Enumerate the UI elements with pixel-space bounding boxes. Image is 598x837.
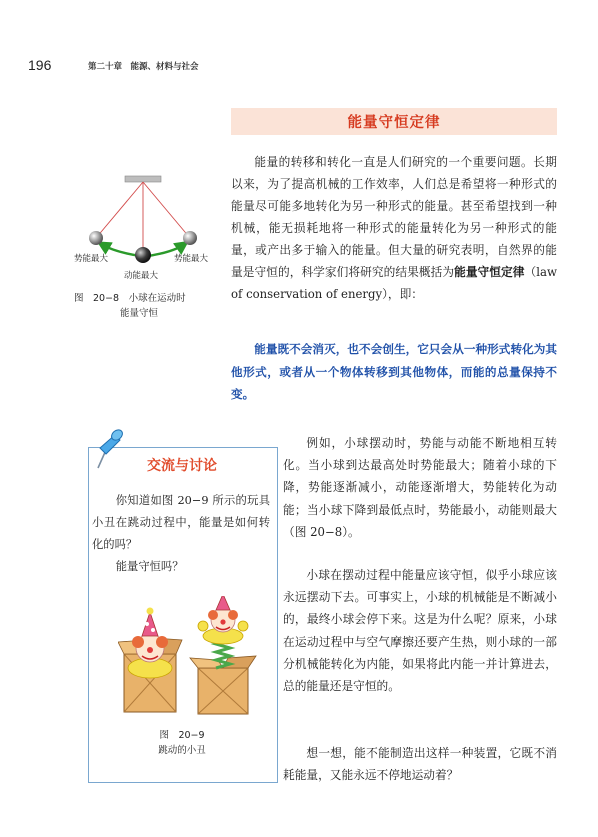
chapter-title: 第二十章 能源、材料与社会 [88,62,199,72]
paragraph-intro-tail: （law of conservation of energy），即： [231,265,557,301]
pendulum-figure [70,170,220,290]
jumping-clown-illustration [118,596,258,718]
keyword-energy-conservation: 能量守恒定律 [454,265,525,279]
clown-box-right [190,596,256,714]
discussion-text [92,490,270,578]
ball-bottom [135,247,151,263]
label-left: 势能最大 [74,254,109,264]
paragraph-pendulum-example: 例如，小球摆动时，势能与动能不断地相互转化。当小球到达最高处时势能最大；随着小球的下降，势能逐渐减小，动能逐渐增大，势能转化为动能；当小球下降到最低点时，势能最小，动能则最大（图 20−8）。 [283,436,557,539]
paragraph-intro-text: 能量的转移和转化一直是人们研究的一个重要问题。长期以来，为了提高机械的工作效率，人们总是希望将一种形式的能量尽可能多地转化为另一种形式的能量。甚至希望找到一种机械，能无损耗地将一种形式的能量转化为另一种形式的能量，或产出多于输入的能量。但大量的研究表明，自然界的能量是守恒的，科学家们将研究的结果概括为 [231,155,557,279]
paragraph-intro [231,151,557,305]
figure-20-8-caption [74,291,234,321]
label-right: 势能最大 [174,254,209,264]
caption-line2: 能量守恒 [120,308,159,319]
clown-box-left [118,608,182,713]
pendulum-support [125,176,161,182]
figure-20-9-caption [88,728,276,758]
paragraph-perpetual-motion-question: 想一想，能不能制造出这样一种装置，它既不消耗能量，又能永远不停地运动着？ [283,746,557,783]
page-number: 196 [28,57,52,73]
discussion-title: 交流与讨论 [147,458,217,474]
caption-line1: 图 20−9 [159,730,205,741]
discussion-question-2: 能量守恒吗？ [115,560,184,573]
ball-right [183,231,197,245]
swing-arrow-left [103,245,140,256]
caption-line1: 图 20−8 小球在运动时 [74,293,186,304]
label-bottom: 动能最大 [124,271,159,281]
section-title-band [231,108,557,135]
discussion-question-1: 你知道如图 20−9 所示的玩具小丑在跳动过程中，能量是如何转化的吗？ [92,494,270,551]
law-statement: 能量既不会消灭，也不会创生，它只会从一种形式转化为其他形式，或者从一个物体转移到其他物体，而能的总量保持不变。 [231,342,557,401]
caption-line2: 跳动的小丑 [158,745,206,756]
ball-left [89,231,103,245]
paragraph-friction-explanation: 小球在摆动过程中能量应该守恒，似乎小球应该永远摆动下去。可事实上，小球的机械能是不断减小的，最终小球会停下来。这是为什么呢？原来，小球在运动过程中与空气摩擦还要产生热，则小球的一部分机械能转化为内能，如果将此内能一并计算进去，总的能量还是守恒的。 [283,568,557,694]
section-title: 能量守恒定律 [347,115,441,131]
